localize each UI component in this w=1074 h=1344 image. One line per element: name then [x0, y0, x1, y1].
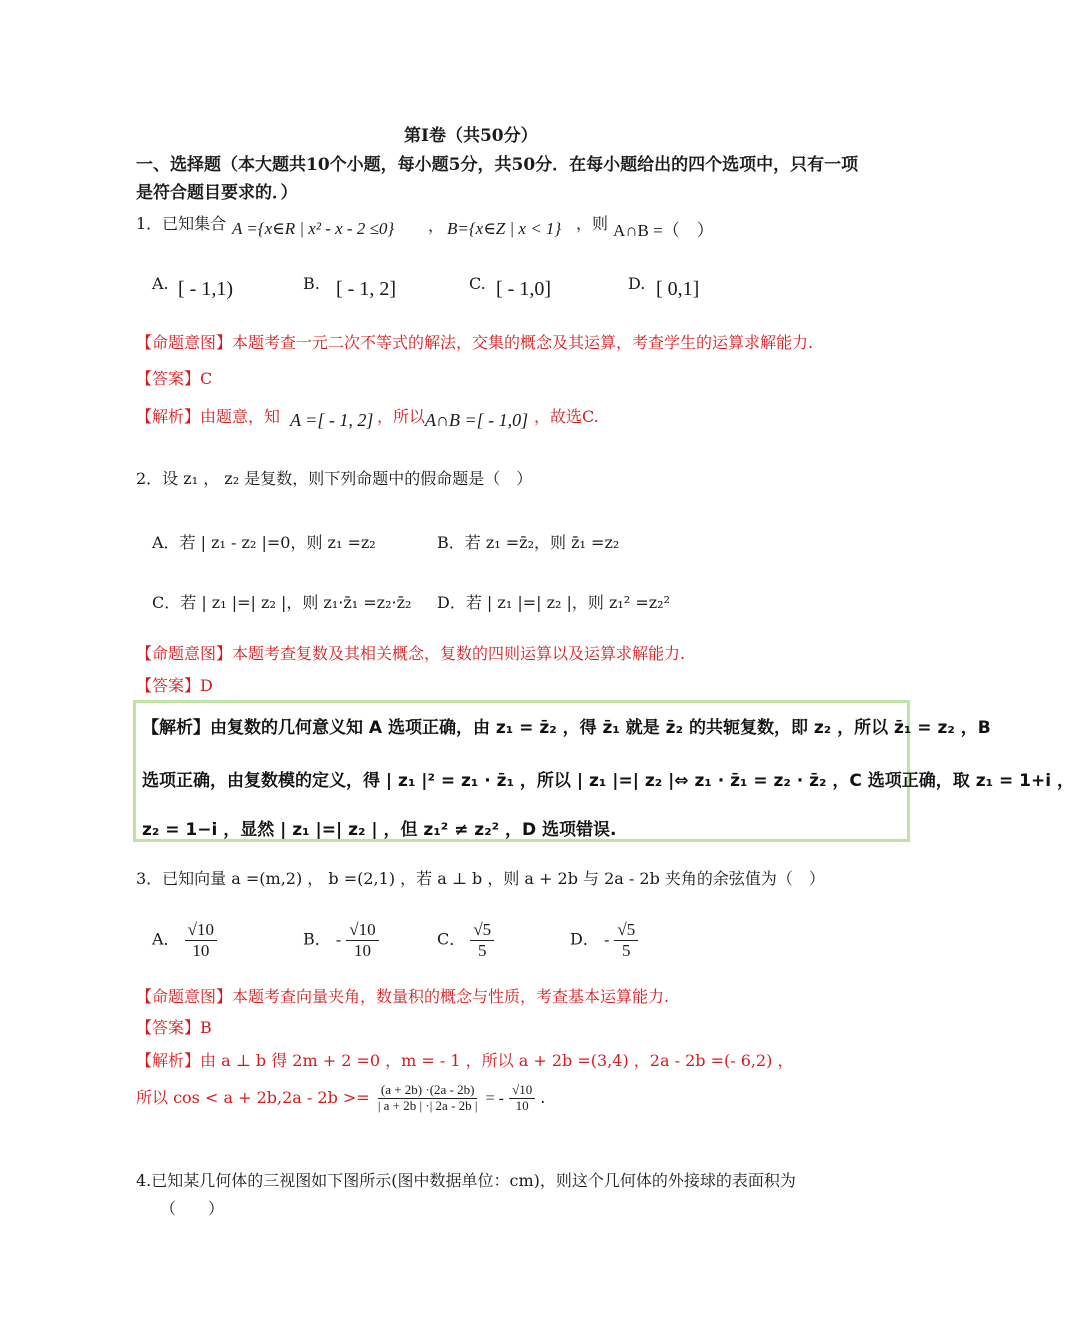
q1-stem-prefix: 1．已知集合 — [136, 214, 227, 233]
q2-analysis-line-3: z₂ = 1−i ，显然 | z₁ |=| z₂ | ，但 z₁² ≠ z₂² ，D 选项错误. — [142, 820, 617, 840]
q3-option-b-sign: - — [335, 931, 342, 949]
q2-intent — [136, 641, 685, 664]
q3-option-a-num: √10 — [185, 920, 217, 941]
q1-answer-label: 【答案】 — [136, 369, 201, 388]
q3-answer-label: 【答案】 — [136, 1018, 201, 1037]
q1-option-d-value: [ 0,1] — [656, 278, 700, 300]
q3-intent — [136, 984, 669, 1007]
q3-option-c-fraction — [470, 920, 494, 960]
q1-option-b-value: [ - 1, 2] — [336, 278, 396, 300]
q3-option-b-fraction — [346, 920, 378, 960]
q1-comma: ， — [428, 216, 445, 235]
q3-analysis-text-2: 所以 cos < a + 2b,2a - 2b >= — [136, 1087, 370, 1107]
q3-answer — [136, 1015, 212, 1038]
q3-analysis-result-num: √10 — [509, 1083, 535, 1099]
q2-answer-value: D — [200, 676, 213, 695]
q3-option-c-letter: C． — [437, 929, 466, 949]
q1-set-a: A ={x∈R | x² - x - 2 ≤0} — [232, 219, 395, 238]
q2-option-b: B．若 z₁ =z̄₂，则 z̄₁ =z₂ — [437, 533, 620, 552]
q3-stem: 3．已知向量 a =(m,2) ， b =(2,1) ，若 a ⊥ b ，则 a + 2b 与 2a - 2b 夹角的余弦值为（ ） — [136, 869, 825, 888]
q2-option-a: A．若 | z₁ - z₂ |=0，则 z₁ =z₂ — [152, 533, 376, 552]
q1-intent — [136, 330, 813, 353]
section-instruction-line-1: 一、选择题（本大题共10个小题，每小题5分，共50分．在每小题给出的四个选项中，只有一项 — [136, 155, 859, 175]
q3-analysis-fraction-num: (a + 2b) ·(2a - 2b) — [378, 1083, 478, 1099]
q3-analysis-fraction — [375, 1083, 481, 1114]
q3-option-d — [570, 920, 638, 960]
q2-analysis-line-2: 选项正确，由复数模的定义，得 | z₁ |² = z₁ · z̄₁ ，所以 | z₁ |=| z₂ |⇔ z₁ · z̄₁ = z₂ · z̄₂ ，C 选项正确，取 z₁ = 1+i ， — [142, 771, 1074, 791]
q3-option-a-letter: A． — [152, 929, 180, 949]
q3-option-d-num: √5 — [614, 920, 638, 941]
q2-option-d: D．若 | z₁ |=| z₂ |，则 z₁² =z₂² — [437, 593, 671, 612]
q3-option-c-num: √5 — [470, 920, 494, 941]
q3-option-a — [152, 920, 217, 960]
q3-analysis-text-1: 由 a ⊥ b 得 2m + 2 =0 ，m = - 1 ，所以 a + 2b =(3,4) ，2a - 2b =(- 6,2) ， — [200, 1051, 794, 1070]
q1-answer — [136, 366, 212, 389]
q2-intent-label: 【命题意图】 — [136, 644, 233, 663]
q3-analysis-line-2 — [136, 1083, 545, 1114]
section-title: 第Ⅰ卷（共50分） — [404, 126, 538, 146]
q1-analysis — [136, 404, 280, 427]
q3-option-a-den: 10 — [192, 940, 210, 960]
q3-option-d-den: 5 — [622, 940, 631, 960]
q1-set-b: B={x∈Z | x < 1} — [447, 219, 562, 238]
q3-option-b-letter: B． — [303, 929, 331, 949]
q3-option-a-fraction — [185, 920, 217, 960]
q2-analysis-box — [133, 700, 1074, 842]
q4-stem: 4.已知某几何体的三视图如下图所示(图中数据单位：cm)，则这个几何体的外接球的表面积为 — [136, 1171, 796, 1190]
q3-analysis-fraction-den: | a + 2b | ·| 2a - 2b | — [377, 1097, 478, 1113]
q3-analysis-equals: = - — [485, 1089, 504, 1107]
q1-ask: A∩B =（ ） — [613, 221, 714, 240]
q3-option-b-num: √10 — [346, 920, 378, 941]
section-instruction-line-2: 是符合题目要求的．） — [136, 183, 298, 203]
q3-option-b-den: 10 — [353, 940, 371, 960]
q1-analysis-text-3: ，故选C. — [534, 407, 599, 426]
q3-analysis-result-fraction — [509, 1083, 535, 1114]
q1-intent-label: 【命题意图】 — [136, 333, 233, 352]
q3-answer-value: B — [200, 1018, 212, 1037]
q3-option-b — [303, 920, 379, 960]
q2-answer-label: 【答案】 — [136, 676, 201, 695]
q3-intent-label: 【命题意图】 — [136, 987, 233, 1006]
q3-intent-text: 本题考查向量夹角，数量积的概念与性质，考查基本运算能力. — [232, 987, 670, 1006]
q1-option-c-letter: C. — [469, 274, 486, 293]
q3-option-d-letter: D． — [570, 929, 599, 949]
q3-option-c-den: 5 — [478, 940, 487, 960]
q2-analysis-line-1: 【解析】由复数的几何意义知 A 选项正确，由 z₁ = z̄₂ ，得 z̄₁ 就是 z̄₂ 的共轭复数，即 z₂ ，所以 z̄₁ = z₂ ，B — [142, 718, 991, 738]
q1-option-c-value: [ - 1,0] — [496, 278, 551, 300]
q3-option-d-sign: - — [603, 931, 610, 949]
q2-option-c: C．若 | z₁ |=| z₂ |，则 z₁·z̄₁ =z₂·z̄₂ — [152, 593, 412, 612]
q1-analysis-label: 【解析】 — [136, 407, 201, 426]
q1-option-b-letter: B. — [303, 274, 320, 293]
q1-analysis-text-2: ，所以 — [377, 407, 426, 426]
q3-analysis-result-den: 10 — [515, 1097, 529, 1113]
q1-option-a-letter: A. — [152, 274, 169, 293]
q4-answer-paren: （ ） — [160, 1199, 225, 1218]
q3-analysis-label: 【解析】 — [136, 1051, 201, 1070]
q1-option-a-value: [ - 1,1) — [178, 278, 233, 300]
q3-analysis-line-1 — [136, 1048, 794, 1071]
q3-analysis-end: . — [540, 1087, 546, 1107]
q2-intent-text: 本题考查复数及其相关概念，复数的四则运算以及运算求解能力. — [232, 644, 686, 663]
q1-option-d-letter: D. — [628, 274, 646, 293]
q3-option-d-fraction — [614, 920, 638, 960]
q2-answer — [136, 673, 213, 696]
q3-option-c — [437, 920, 494, 960]
q1-analysis-math-2: A∩B =[ - 1,0] — [425, 410, 529, 430]
q1-analysis-text-1: 由题意，知 — [200, 407, 281, 426]
q1-analysis-math-1: A =[ - 1, 2] — [290, 410, 374, 430]
q2-stem: 2．设 z₁ ， z₂ 是复数，则下列命题中的假命题是（ ） — [136, 469, 533, 488]
q1-then: ，则 — [576, 214, 609, 233]
q1-intent-text: 本题考查一元二次不等式的解法，交集的概念及其运算，考查学生的运算求解能力. — [232, 333, 814, 352]
q1-answer-value: C — [200, 369, 213, 388]
